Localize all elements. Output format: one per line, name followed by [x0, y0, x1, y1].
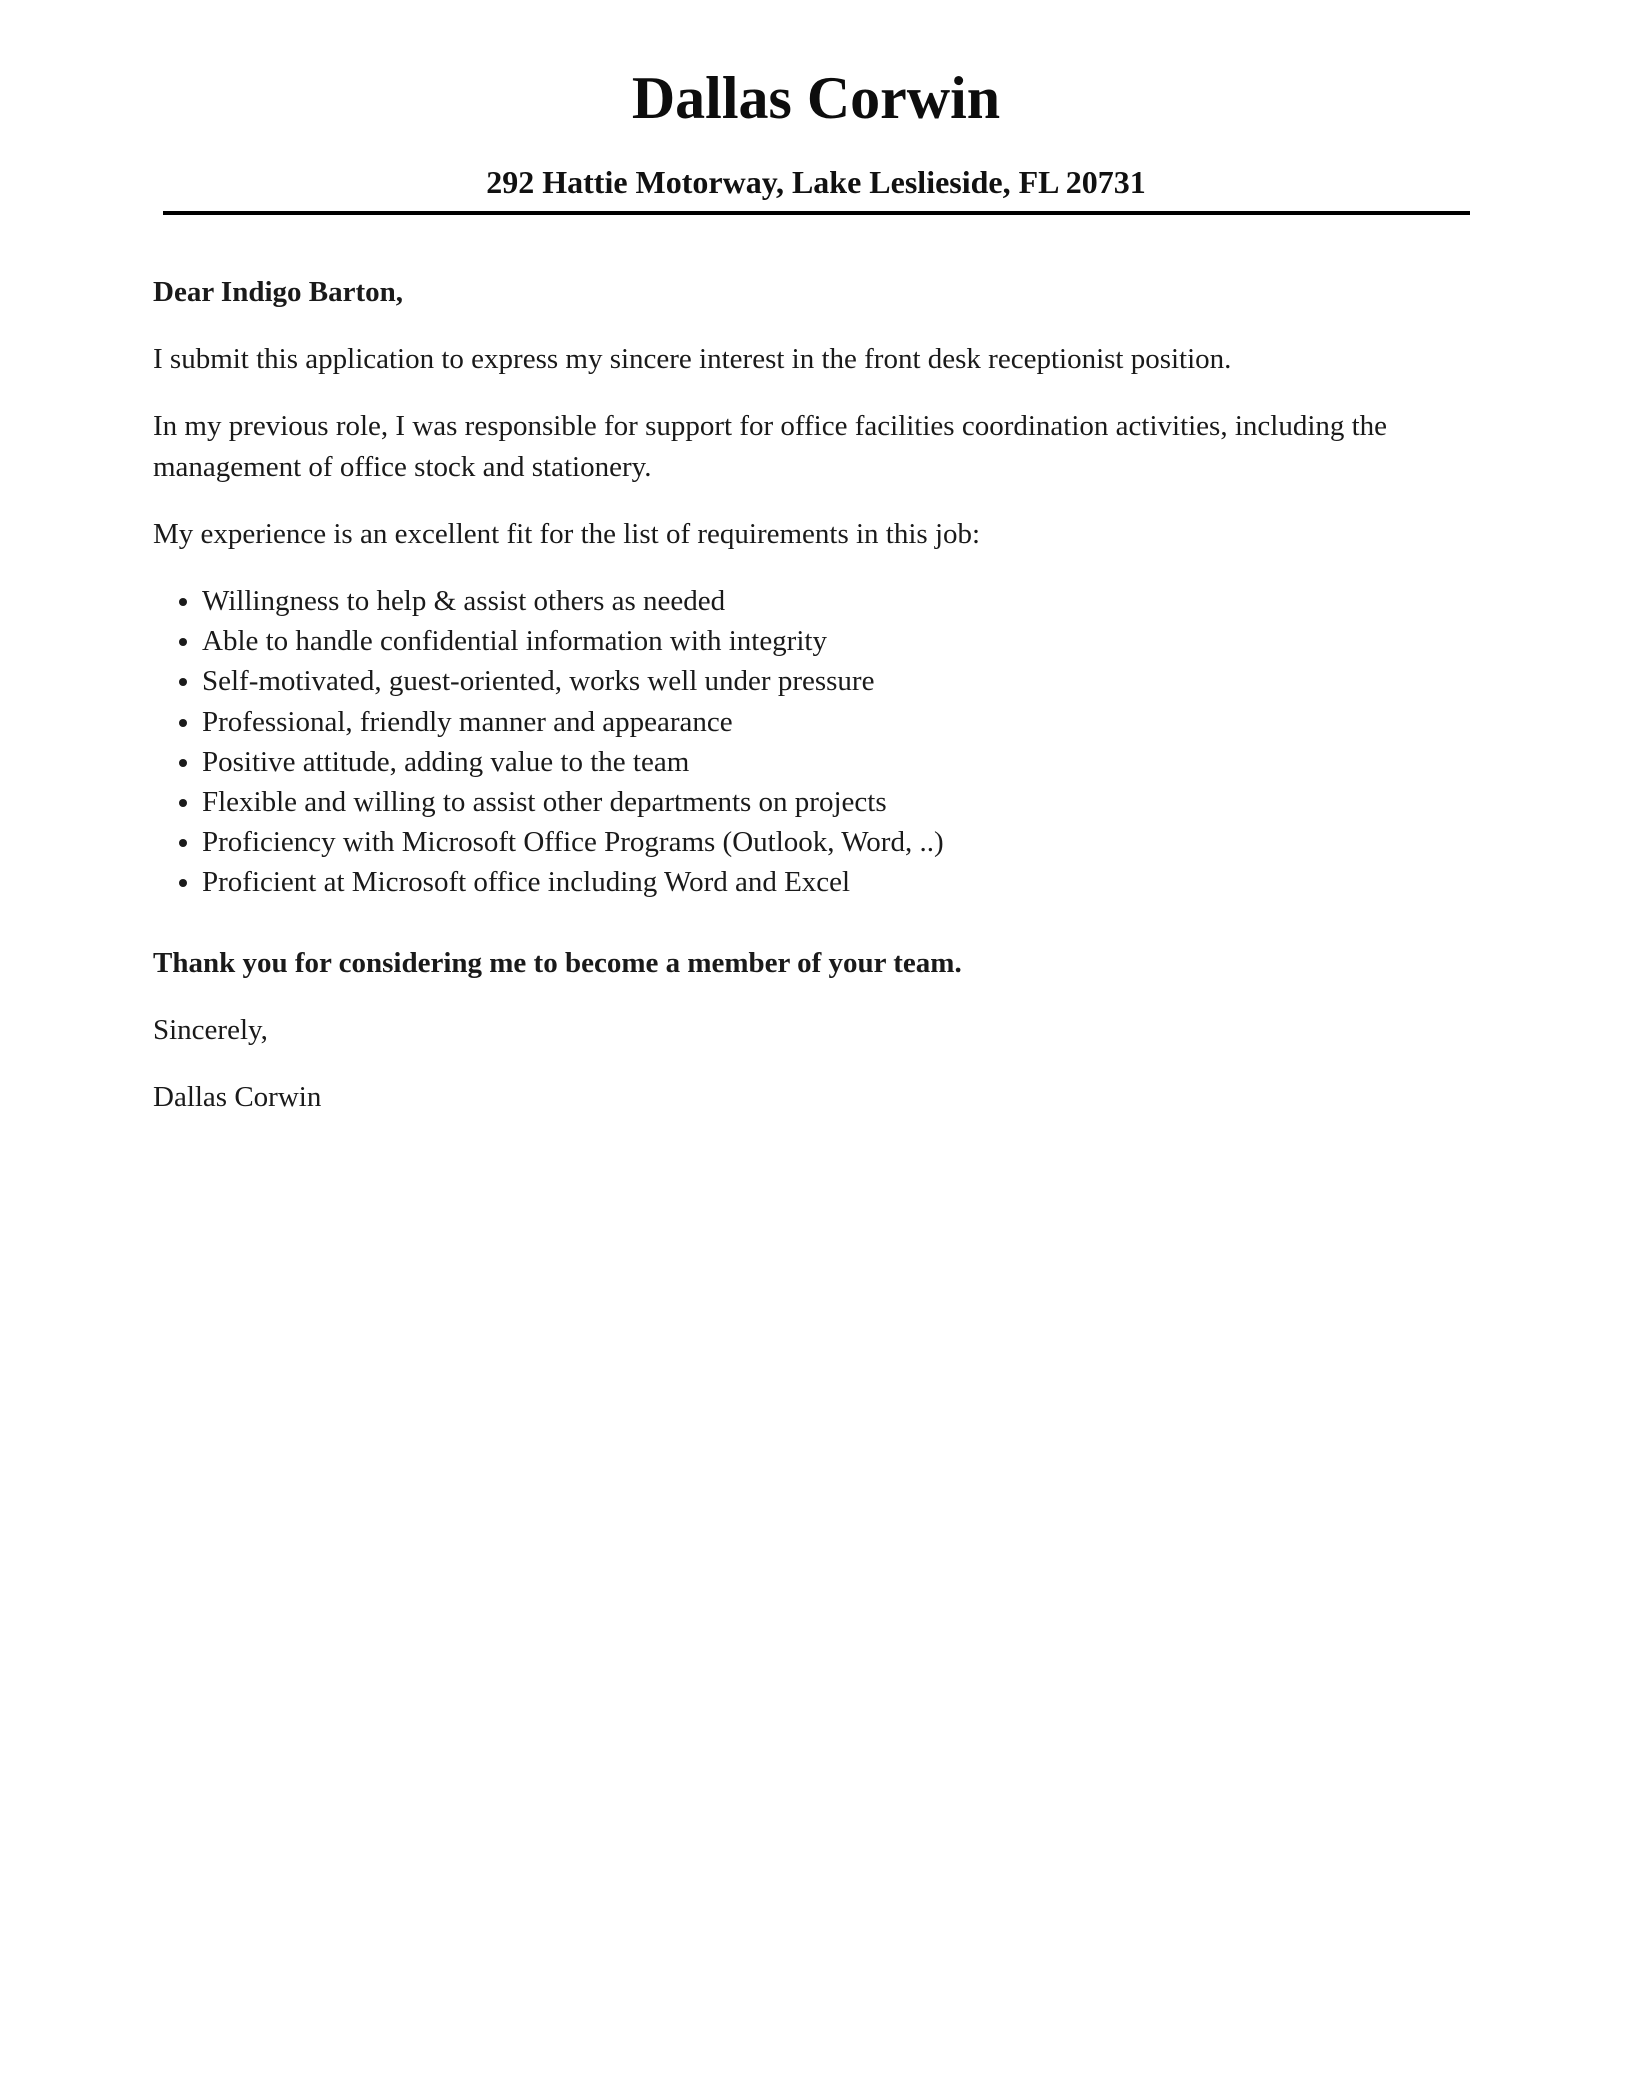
- sender-address: 292 Hattie Motorway, Lake Leslieside, FL 20731: [486, 164, 1146, 200]
- list-item: Proficient at Microsoft office including Word and Excel: [153, 862, 1473, 902]
- list-item: Self-motivated, guest-oriented, works well under pressure: [153, 661, 1473, 701]
- salutation: Dear Indigo Barton,: [153, 276, 404, 308]
- closing-statement: Thank you for considering me to become a member of your team.: [153, 946, 962, 979]
- letter-header: [0, 58, 1632, 202]
- header-divider: [163, 211, 1470, 215]
- intro-paragraph: I submit this application to express my sincere interest in the front desk receptionist position.: [153, 343, 1232, 375]
- experience-paragraph: In my previous role, I was responsible for support for office facilities coordination activities, including the management of office stock and stationery.: [153, 410, 1388, 483]
- list-item: Positive attitude, adding value to the team: [153, 742, 1473, 782]
- list-item: Willingness to help & assist others as needed: [153, 581, 1473, 621]
- list-item: Able to handle confidential information with integrity: [153, 621, 1473, 661]
- sender-name: Dallas Corwin: [631, 65, 1001, 131]
- letter-body: [153, 272, 1473, 1144]
- list-item: Proficiency with Microsoft Office Programs (Outlook, Word, ..): [153, 822, 1473, 862]
- requirements-intro: My experience is an excellent fit for the list of requirements in this job:: [153, 518, 981, 550]
- list-item: Flexible and willing to assist other departments on projects: [153, 782, 1473, 822]
- signature: Dallas Corwin: [153, 1080, 322, 1113]
- list-item: Professional, friendly manner and appearance: [153, 702, 1473, 742]
- signoff: Sincerely,: [153, 1013, 268, 1046]
- requirements-list: [153, 581, 1473, 903]
